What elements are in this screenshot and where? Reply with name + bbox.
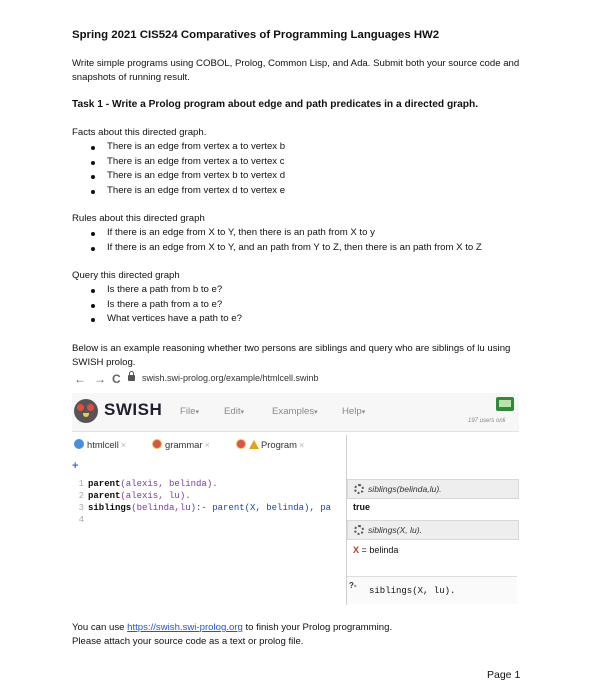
task-heading: Task 1 - Write a Prolog program about edge and path predicates in a directed graph.: [72, 99, 479, 110]
code-editor[interactable]: [72, 479, 346, 599]
close-icon[interactable]: ×: [298, 439, 305, 450]
query-text: siblings(X, lu).: [369, 586, 456, 596]
page-title: Spring 2021 CIS524 Comparatives of Programming Languages HW2: [72, 29, 440, 41]
url-field[interactable]: swish.swi-prolog.org/example/htmlcell.swinb: [142, 373, 319, 383]
back-icon[interactable]: ←: [74, 372, 86, 386]
closing-text: [72, 621, 392, 648]
tab-htmlcell[interactable]: htmlcell ×: [74, 439, 126, 450]
swish-screenshot: [72, 393, 519, 605]
swish-logo: SWISH: [104, 400, 163, 419]
reload-icon[interactable]: C: [112, 372, 121, 386]
users-count: 197 users onli: [468, 418, 506, 424]
page-number: Page 1: [487, 669, 521, 681]
prompt-label: ?-: [349, 581, 357, 590]
rules-list: [72, 226, 482, 255]
list-item: There is an edge from vertex d to vertex e: [72, 184, 285, 199]
example-text: Below is an example reasoning whether two persons are siblings and query who are siblings of lu using SWISH prolog.: [72, 343, 511, 368]
code-line: 4: [78, 515, 84, 525]
chevron-down-icon: ▾: [314, 409, 318, 416]
list-item: There is an edge from vertex b to vertex d: [72, 169, 285, 184]
menu-help[interactable]: Help▾: [342, 406, 366, 417]
tab-grammar[interactable]: grammar ×: [152, 439, 210, 450]
closing-line-1: You can use https://swish.swi-prolog.org to finish your Prolog programming.: [72, 622, 393, 633]
facts-heading: Facts about this directed graph.: [72, 127, 207, 138]
code-line: 1 parent(alexis, belinda).: [78, 479, 218, 489]
query-pane: [347, 479, 519, 605]
forward-icon[interactable]: →: [94, 372, 106, 386]
list-item: Is there a path from a to e?: [72, 298, 242, 313]
list-item: There is an edge from vertex a to vertex c: [72, 155, 285, 170]
list-item: If there is an edge from X to Y, then there is an path from X to y: [72, 226, 482, 241]
intro-text: Write simple programs using COBOL, Prolog, Common Lisp, and Ada. Submit both your source code and snapshots of running result.: [72, 58, 520, 83]
query-result-header: siblings(belinda,lu).: [347, 479, 519, 499]
gear-icon: [354, 525, 364, 535]
add-tab-button[interactable]: +: [72, 460, 79, 472]
code-line: 3 siblings(belinda,lu):- parent(X, belinda), pa: [78, 503, 332, 513]
chevron-down-icon: ▾: [240, 409, 245, 416]
list-item: Is there a path from b to e?: [72, 283, 242, 298]
list-item: If there is an edge from X to Y, and an path from Y to Z, then there is an path from X to Z: [72, 241, 482, 256]
code-line: 2 parent(alexis, lu).: [78, 491, 191, 501]
list-item: There is an edge from vertex a to vertex b: [72, 140, 285, 155]
menu-file[interactable]: File▾: [180, 406, 199, 417]
answer-true: true: [353, 502, 371, 512]
browser-bar: [72, 370, 517, 390]
answer-binding: X = belinda: [353, 545, 399, 555]
query-input[interactable]: [347, 576, 517, 604]
swish-owl-icon: [152, 439, 162, 449]
gear-icon: [354, 484, 364, 494]
swish-owl-icon: [236, 439, 246, 449]
swish-link[interactable]: https://swish.swi-prolog.org: [127, 622, 243, 633]
tab-program[interactable]: Program ×: [236, 439, 304, 450]
chevron-down-icon: ▾: [195, 409, 199, 416]
menu-examples[interactable]: Examples▾: [272, 406, 318, 417]
swish-toolbar: [72, 393, 519, 432]
lock-icon: [128, 375, 135, 381]
notebook-icon: [74, 439, 84, 449]
swish-owl-icon: [74, 399, 98, 423]
menu-edit[interactable]: Edit▾: [224, 406, 245, 417]
users-icon[interactable]: [496, 397, 514, 411]
query-list: [72, 283, 242, 327]
close-icon[interactable]: ×: [120, 439, 127, 450]
rules-heading: Rules about this directed graph: [72, 213, 205, 224]
facts-list: [72, 140, 285, 198]
query-heading: Query this directed graph: [72, 270, 180, 281]
list-item: What vertices have a path to e?: [72, 312, 242, 327]
query-result-header: siblings(X, lu).: [347, 520, 519, 540]
close-icon[interactable]: ×: [204, 439, 210, 450]
chevron-down-icon: ▾: [361, 409, 366, 416]
warning-icon: [249, 440, 259, 449]
tab-bar: [72, 432, 519, 458]
closing-line-2: Please attach your source code as a text or prolog file.: [72, 635, 304, 647]
